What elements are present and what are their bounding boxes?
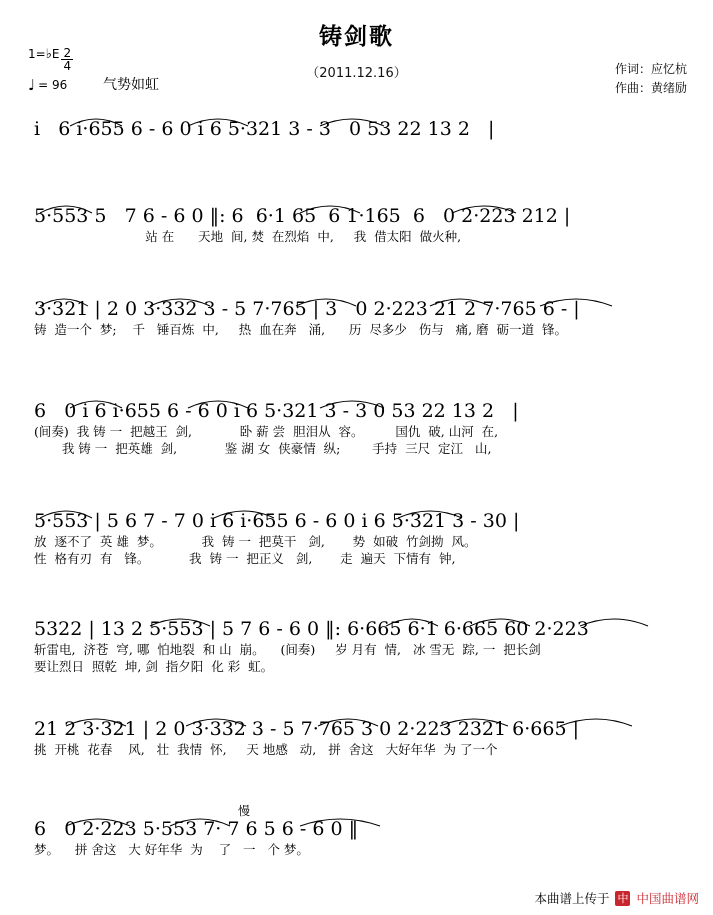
note-line: 6 0 i 6 i·655 6 - 6 0 i 6 5·321 3 - 3 0 53 22 13 2 | [34, 400, 519, 422]
music-system-2 [0, 205, 713, 245]
lyric-line-verse1: 斩雷电, 济苍 穹, 哪 怕地裂 和 山 崩。 (间奏) 岁 月有 情, 冰 雪无 踪, 一 把长剑 [34, 642, 541, 657]
music-system-6 [0, 618, 713, 675]
note-line: 6 0 2·223 5·553 7· 7 6 5 6 - 6 0 ‖ [34, 818, 359, 840]
music-system-3 [0, 298, 713, 338]
note-line: 5322 | 13 2 5·553 | 5 7 6 - 6 0 ‖: 6·665 6·1 6·665 60 2·223 [34, 618, 589, 640]
music-system-1 [0, 118, 713, 140]
time-signature-numerator: 2 [63, 46, 72, 60]
mood-marking: 气势如虹 [103, 77, 159, 93]
credits [615, 60, 687, 98]
lyric-line: 挑 开桃 花春 风, 壮 我情 怀, 天 地感 动, 拼 舍这 大好年华 为 了一个 [34, 742, 498, 757]
note-line: 5·553 | 5 6 7 - 7 0 i 6 i·655 6 - 6 0 i 6 5·321 3 - 30 | [34, 510, 520, 532]
lyric-line-verse1: (间奏) 我 铸 一 把越王 剑, 卧 薪 尝 胆泪从 容。 国仇 破, 山河 在, [34, 424, 499, 439]
quarter-note-icon: ♩ [28, 76, 36, 94]
music-system-8 [0, 804, 713, 858]
lyricist: 作词：应忆杭 [614, 62, 687, 76]
lyric-line-verse1: 放 逐不了 英 雄 梦。 我 铸 一 把莫干 剑, 势 如破 竹剑拗 风。 [34, 534, 477, 549]
composition-date: （2011.12.16） [306, 66, 407, 81]
site-name-link[interactable]: 中国曲谱网 [636, 891, 699, 906]
music-system-5 [0, 510, 713, 567]
key-letter: E [51, 47, 60, 61]
footer-attribution [534, 889, 699, 907]
time-signature-denominator: 4 [63, 59, 72, 73]
lyric-line: 梦。 拼 舍这 大 好年华 为 了 一 个 梦。 [34, 842, 309, 857]
lyric-line-verse2: 要让烈日 照乾 坤, 剑 指夕阳 化 彩 虹。 [34, 659, 274, 674]
composer: 作曲：黄绪励 [614, 81, 687, 96]
music-system-7 [0, 718, 713, 758]
tempo-marking [28, 76, 67, 94]
music-system-4 [0, 400, 713, 457]
tempo-marking-slow: 慢 [238, 804, 251, 818]
key-signature [28, 48, 73, 73]
note-line: i 6 i·655 6 - 6 0 i 6 5·321 3 - 3 0 53 22 13 2 | [34, 118, 495, 140]
note-line: 5·553 5 7 6 - 6 0 ‖: 6 6·1 65 6 1·165 6 0 2·223 212 | [34, 205, 571, 227]
tempo-value: = 96 [38, 78, 68, 92]
page-title: 铸剑歌 [319, 23, 394, 50]
lyric-line-verse2: 性 格有刃 有 锋。 我 铸 一 把正义 剑, 走 遍天 下情有 钟, [34, 551, 456, 566]
note-line: 21 2 3·321 | 2 0 3·332 3 - 5 7·765 3 0 2·223 2321 6·665 | [34, 718, 579, 740]
lyric-line-verse2: 我 铸 一 把英雄 剑, 鉴 湖 女 侠豪情 纵; 手持 三尺 定江 山, [34, 441, 492, 456]
key-prefix: 1= [28, 47, 46, 61]
lyric-line: 铸 造一个 梦; 千 锤百炼 中, 热 血在奔 涌, 历 尽多少 伤与 痛, 磨 砺一道 锋。 [34, 322, 568, 337]
time-signature [61, 47, 73, 72]
note-line: 3·321 | 2 0 3·332 3 - 5 7·765 | 3 0 2·223 21 2 7·765 6 - | [34, 298, 580, 320]
footer-text: 本曲谱上传于 [534, 891, 610, 906]
site-logo-icon: 中 [617, 891, 629, 905]
flat-sign: ♭ [45, 47, 52, 62]
lyric-line: 站 在 天地 间, 焚 在烈焰 中, 我 借太阳 做火种, [34, 229, 462, 244]
